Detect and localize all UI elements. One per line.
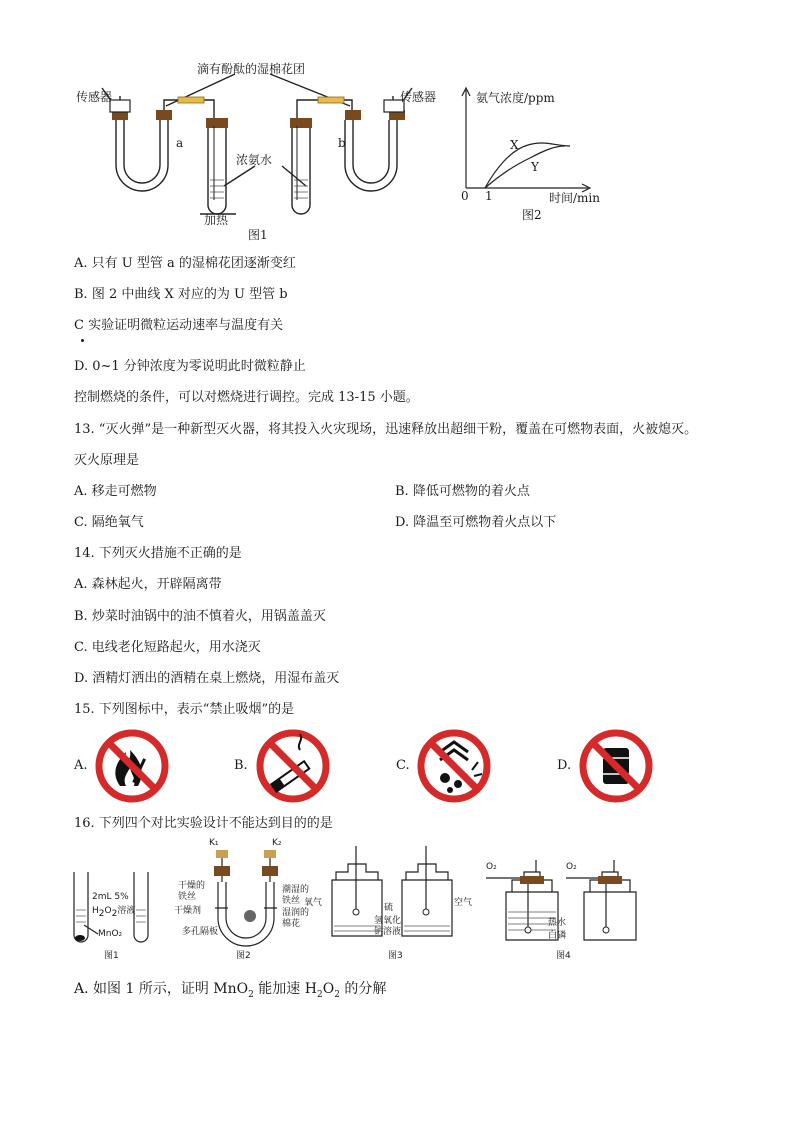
fig3-naoh-line2: 钠溶液 [374,927,402,937]
ammonia-label: 浓氨水 [236,153,273,167]
fig4-o2-right: O₂ [566,862,577,872]
fig2-porous-plate: 多孔隔板 [182,927,219,937]
q14-option-d: D. 酒精灯洒出的酒精在桌上燃烧，用湿布盖灭 [74,671,340,686]
fig3-naoh-line1: 氢氧化 [374,916,402,926]
q16-option-a: A. 如图 1 所示，证明 MnO$_2$ 能加速 $H_2O_2$ 的分解 [74,981,387,1000]
fig3-oxygen: 氧气 [304,898,323,908]
q15-stem: 15. 下列图标中，表示“禁止吸烟”的是 [74,702,295,717]
q14-option-b: B. 炒菜时油锅中的油不慎着火，用锅盖盖灭 [74,609,326,624]
fig3-sulfur: 硫 [384,903,394,913]
fig2-caption: 图2 [236,951,251,961]
q14-stem: 14. 下列灭火措施不正确的是 [74,546,242,561]
q13-option-c: C. 隔绝氧气 [74,515,144,530]
q13-option-d: D. 降温至可燃物着火点以下 [395,515,557,530]
q16-stem: 16. 下列四个对比实验设计不能达到目的的是 [74,816,333,831]
fig2-desiccant: 干燥剂 [174,906,202,916]
series-x-label: X [510,138,519,152]
figure2-ylabel: 氨气浓度/ppm [476,91,555,105]
q15-label-d: D. [557,758,572,773]
fig2-wet-cotton-line2: 棉花 [282,919,301,929]
q15-label-c: C. [396,758,410,773]
cotton-label: 滴有酚酞的湿棉花团 [197,62,306,76]
fig1-caption: 图1 [104,951,119,961]
fig3-caption: 图3 [388,951,403,961]
fig2-dry-wire-line2: 铁丝 [178,892,197,902]
fig1-solution-line2: $H_2O_2$溶液 [92,906,136,919]
q13-option-b: B. 降低可燃物的着火点 [395,484,530,499]
fig3-air: 空气 [454,898,473,908]
fig4-caption: 图4 [556,951,571,961]
fig1-mno2-label: MnO₂ [98,929,123,939]
figure2-xlabel: 时间/min [549,191,600,205]
fig4-o2-left: O₂ [486,862,497,872]
q13-option-a: A. 移走可燃物 [74,484,157,499]
fig2-k1: K₁ [209,838,219,848]
fig4-hot-water: 热水 [548,918,567,928]
q12-option-d: D. 0~1 分钟浓度为零说明此时微粒静止 [74,359,306,374]
series-y-label: Y [531,160,539,174]
q13-stem-line2: 灭火原理是 [74,453,140,468]
fig4-white-phosphorus: 白磷 [548,931,567,941]
u-tube-a-label: a [176,136,184,150]
fig2-wet-wire-line1: 潮湿的 [282,885,310,895]
q13-stem-line1: 13. “灭火弹”是一种新型灭火器，将其投入火灾现场，迅速释放出超细干粉，覆盖在可燃物表面，火被熄灭。 [74,422,698,437]
fig2-k2: K₂ [272,838,282,848]
heat-label: 加热 [204,213,229,227]
figure2-origin: 0 [461,189,469,203]
figure1-caption: 图1 [248,228,268,242]
q15-label-b: B. [234,758,248,773]
q14-option-a: A. 森林起火，开辟隔离带 [74,577,222,592]
q12-option-a: A. 只有 U 型管 a 的湿棉花团逐渐变红 [74,256,296,271]
figure2-tick-1: 1 [485,189,493,203]
sensor-right-label: 传感器 [400,90,437,104]
q12-option-b: B. 图 2 中曲线 X 对应的为 U 型管 b [74,287,288,302]
sensor-left-label: 传感器 [76,90,113,104]
section-intro: 控制燃烧的条件，可以对燃烧进行调控。完成 13-15 小题。 [74,390,419,405]
q12-option-c: C 实验证明微粒运动速率与温度有关 [74,318,284,333]
fig2-dry-wire-line1: 干燥的 [178,881,206,891]
fig1-solution-line1: 2mL 5% [92,892,129,902]
u-tube-b-label: b [338,136,346,150]
fig2-wet-cotton-line1: 湿润的 [282,908,310,918]
figure2-caption: 图2 [522,208,542,222]
q15-label-a: A. [74,758,88,773]
fig2-wet-wire-line2: 铁丝 [282,896,301,906]
q14-option-c: C. 电线老化短路起火，用水浇灭 [74,640,261,655]
